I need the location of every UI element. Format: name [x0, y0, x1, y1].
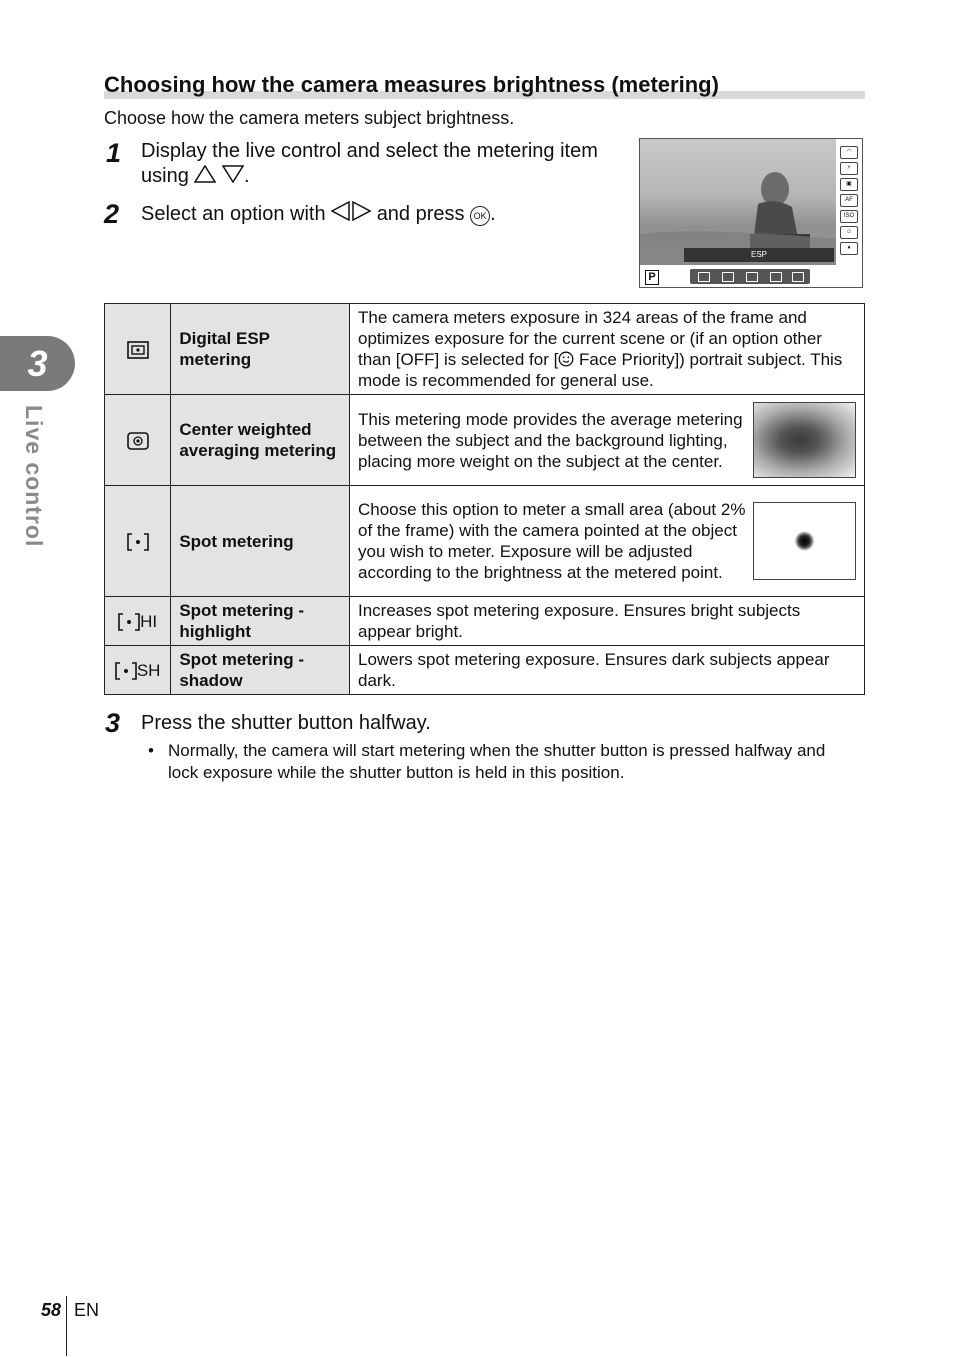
flash-icon: ⚡	[840, 162, 858, 175]
desc-layout	[358, 499, 856, 583]
table-cell-icon	[105, 304, 171, 395]
footer-divider	[66, 1296, 67, 1356]
mic-icon: ♦	[840, 242, 858, 255]
table-cell-name: Spot metering - shadow	[171, 646, 350, 695]
ok-button-icon: OK	[470, 206, 490, 226]
step-number: 1	[106, 138, 122, 168]
table-cell-desc: Lowers spot metering exposure. Ensures dark subjects appear dark.	[350, 646, 865, 695]
table-cell-desc: Increases spot metering exposure. Ensures bright subjects appear bright.	[350, 597, 865, 646]
metering-option-strip	[690, 269, 810, 284]
metering-table	[104, 303, 865, 695]
chapter-tab: 3	[0, 336, 75, 391]
chapter-label: Live control	[21, 405, 47, 548]
center-weighted-icon	[127, 432, 149, 450]
down-triangle-icon	[222, 165, 244, 183]
step-3-note	[148, 740, 858, 784]
desc-text: This metering mode provides the average metering between the subject and the background lighting, placing more weight on the subject at the center.	[358, 409, 743, 471]
spot-icon	[127, 533, 149, 551]
table-row	[105, 304, 865, 395]
iso-icon: ISO	[840, 210, 858, 223]
desc-text: The camera meters exposure in 324 areas of the frame and optimizes exposure for the current scene or (if an option other than [OFF] is selected for [	[358, 308, 822, 369]
camera-selected-label: ESP	[684, 248, 834, 262]
page-number: 58	[41, 1300, 62, 1320]
table-cell-desc	[350, 395, 865, 486]
table-cell-name: Spot metering	[171, 486, 350, 597]
spot-hi-suffix: HI	[140, 611, 158, 631]
face-icon: ☺	[840, 226, 858, 239]
note-text: Normally, the camera will start metering when the shutter button is pressed halfway and lock exposure while the shutter button is held in this position.	[168, 741, 826, 782]
table-row	[105, 646, 865, 695]
spot-sh-option-icon	[792, 272, 804, 282]
esp-option-icon	[698, 272, 710, 282]
right-triangle-icon	[351, 201, 371, 221]
mode-indicator: P	[645, 270, 659, 285]
table-cell-name: Center weighted averaging metering	[171, 395, 350, 486]
step-2-text: Select an option with	[141, 203, 326, 225]
face-icon	[558, 351, 574, 367]
step-2-text-b: and press	[376, 203, 465, 225]
table-cell-name: Spot metering - highlight	[171, 597, 350, 646]
step-3-text: Press the shutter button halfway.	[141, 712, 431, 734]
camera-side-icons	[838, 143, 860, 258]
step-1-text: Display the live control and select the metering item	[141, 140, 598, 162]
table-row	[105, 597, 865, 646]
table-cell-icon	[105, 646, 171, 695]
step-number: 3	[105, 708, 121, 738]
step-1-text-b: using	[141, 165, 189, 187]
camera-bottom-bar	[640, 266, 862, 287]
center-option-icon	[722, 272, 734, 282]
left-triangle-icon	[331, 201, 351, 221]
bullet-icon: •	[148, 741, 154, 760]
table-cell-desc	[350, 486, 865, 597]
spot-sh-icon	[115, 662, 137, 680]
up-triangle-icon	[194, 165, 216, 183]
step-1-suffix: .	[243, 165, 250, 187]
spot-hi-icon	[118, 613, 140, 631]
spot-sh-suffix: SH	[136, 660, 161, 680]
section-intro: Choose how the camera meters subject brightness.	[104, 108, 515, 128]
step-2	[141, 201, 631, 227]
table-cell-icon	[105, 486, 171, 597]
step-2-suffix: .	[490, 203, 496, 225]
step-number: 2	[104, 199, 120, 229]
af-icon: AF	[840, 194, 858, 207]
camera-screen-illustration	[639, 138, 863, 288]
page-language: EN	[74, 1300, 100, 1320]
spot-hi-option-icon	[770, 272, 782, 282]
table-cell-icon	[105, 597, 171, 646]
metering-icon: ▣	[840, 178, 858, 191]
desc-text: Choose this option to meter a small area (about 2% of the frame) with the camera pointed at the object you wish to meter. Exposure will be adjusted according to the brightness at the metered point.	[358, 500, 746, 582]
camera-photo	[640, 139, 836, 265]
desc-layout	[358, 402, 856, 478]
center-weighted-illustration	[753, 402, 856, 478]
wb-icon: ◠	[840, 146, 858, 159]
spot-illustration	[753, 502, 856, 580]
table-row	[105, 395, 865, 486]
table-cell-name: Digital ESP metering	[171, 304, 350, 395]
desc-text-b: Face Priority]) portrait subject. This mode is recommended for general use.	[358, 350, 843, 390]
section-title: Choosing how the camera measures brightness (metering)	[104, 72, 719, 97]
table-row	[105, 486, 865, 597]
digital-esp-icon	[127, 341, 149, 359]
table-cell-icon	[105, 395, 171, 486]
step-1	[141, 139, 631, 189]
table-cell-desc	[350, 304, 865, 395]
spot-option-icon	[746, 272, 758, 282]
photo-subject	[640, 139, 836, 265]
